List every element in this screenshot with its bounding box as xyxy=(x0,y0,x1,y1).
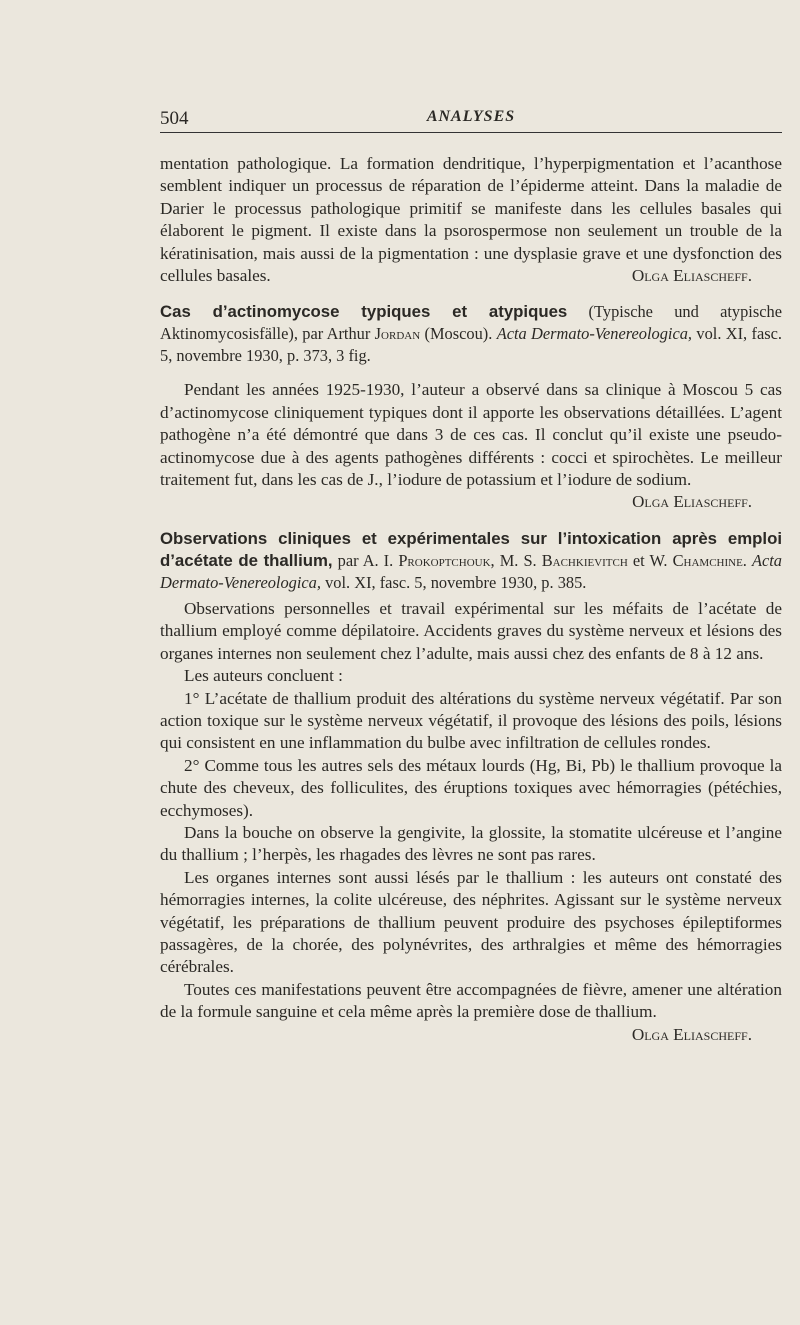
article-2-author-2: Bachkievitch xyxy=(541,550,628,570)
article-2-paragraph-4: 2° Comme tous les autres sels des métaux lourds (Hg, Bi, Pb) le thallium provoque la chute des cheveux, des folliculites, des éruptions toxiques avec hémorragies (pétéchies, ecchymoses). xyxy=(160,755,782,820)
article-2-author-1: Prokoptchouk, xyxy=(398,550,495,570)
article-2-paragraph-7-text: Toutes ces manifestations peuvent être accompagnées de fièvre, amener une altération de la formule sanguine et cela même après la première dose de thallium. xyxy=(160,979,782,1022)
article-1-title: Cas d’actinomycose typiques et atypiques xyxy=(160,302,568,322)
page-header xyxy=(160,108,782,133)
article-2-by: par A. I. xyxy=(337,550,394,570)
intro-paragraph xyxy=(160,153,782,287)
article-1-signature: Olga Eliascheff. xyxy=(632,492,752,512)
article-2-paragraph-2: Les auteurs concluent : xyxy=(184,666,343,686)
article-2-ref: vol. XI, fasc. 5, novembre 1930, p. 385. xyxy=(325,572,587,592)
article-1-author: Jordan xyxy=(374,324,421,344)
article-2-title: Observations cliniques et expérimentales sur l’intoxication après emploi d’acétate de thallium, xyxy=(160,528,782,570)
article-2-signature: Olga Eliascheff. xyxy=(631,1024,752,1044)
article-2-paragraph-7 xyxy=(160,979,782,1044)
article-1-paragraph: Pendant les années 1925-1930, l’auteur a observé dans sa clinique à Moscou 5 cas d’actinomycose cliniquement typiques dont il apporte les observations détaillées. L’agent pathogène n’a été démontré que dans 3 de ces cas. Il conclut qu’il existe une pseudo-actinomycose due à des agents pathogènes différents : cocci et spirochètes. Le meilleur traitement fut, dans les cas de J., l’iodure de potassium et l’iodure de sodium. xyxy=(160,380,782,490)
article-2-paragraph-1: Observations personnelles et travail expérimental sur les méfaits de l’acétate de thallium employé comme dépilatoire. Accidents graves du système nerveux et lésions des organes internes non seulement chez l’adulte, mais aussi chez des enfants de 8 à 12 ans. xyxy=(160,598,782,663)
article-2-paragraph-6: Les organes internes sont aussi lésés par le thallium : les auteurs ont constaté des hémorragies internes, la colite ulcéreuse, des néphrites. Agissant sur le système nerveux végétatif, les préparations de thallium peuvent produire des psychoses épileptiformes passagères, de la chorée, des polynévrites, des arthralgies et même des hémorragies cérébrales. xyxy=(160,867,782,977)
intro-signature: Olga Eliascheff. xyxy=(631,266,752,286)
article-2-heading xyxy=(160,528,782,594)
article-2-mid: M. S. xyxy=(499,550,537,570)
intro-text: mentation pathologique. La formation dendritique, l’hyperpigmentation et l’acanthose semblent indiquer un processus de réparation de l’épiderme atteint. Dans la maladie de Darier le processus pathologique primitif se manifeste dans les cellules basales qui élaborent le pigment. Il existe dans la psorospermose non seulement un trouble de la kératinisation, mais aussi de la pigmentation : une dysplasie grave et une dysfonction des cellules basales. xyxy=(160,154,782,286)
article-1-journal: Acta Dermato-Venereologica, xyxy=(496,324,693,344)
article-1-place: (Moscou). xyxy=(424,324,493,344)
article-2-journal: Acta Dermato-Venereologica, xyxy=(160,550,783,592)
article-1-ref: vol. XI, fasc. 5, novembre 1930, p. 373, 3 fig. xyxy=(160,324,782,366)
article-1-subtitle: (Typische und atypische Aktinomycosisfälle), par Arthur xyxy=(160,302,782,344)
article-2-paragraph-3: 1° L’acétate de thallium produit des altérations du système nerveux végétatif. Par son action toxique sur le système nerveux végétatif, il provoque des lésions des poils, lésions qui consistent en une inflammation du bulbe avec infiltration de cellules rondes. xyxy=(160,688,782,753)
running-title: ANALYSES xyxy=(426,108,516,125)
article-1-heading xyxy=(160,301,782,367)
page-number: 504 xyxy=(160,108,189,129)
article-2-paragraph-5: Dans la bouche on observe la gengivite, la glossite, la stomatite ulcéreuse et l’angine du thallium ; l’herpès, les rhagades des lèvres ne sont pas rares. xyxy=(160,822,782,865)
article-2-and: et W. xyxy=(632,550,668,570)
article-2-author-3: Chamchine. xyxy=(672,550,747,570)
page-body xyxy=(160,153,782,1046)
